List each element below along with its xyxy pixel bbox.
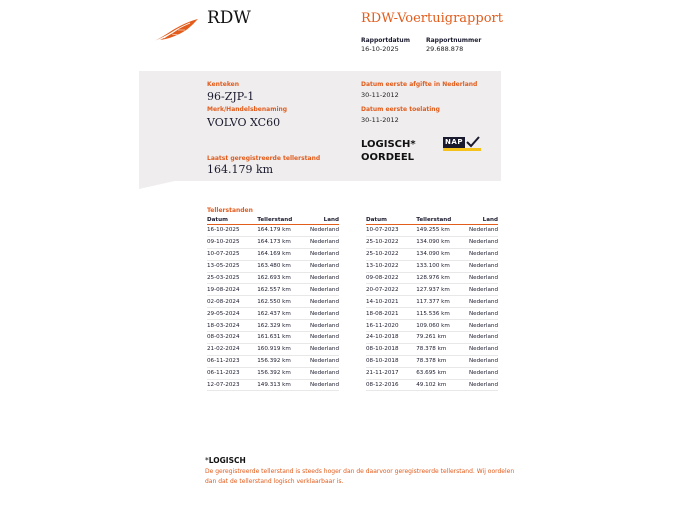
row-reading: 164.173 km bbox=[257, 236, 304, 248]
table-header bbox=[366, 215, 498, 225]
row-country: Nederland bbox=[463, 272, 498, 284]
row-country: Nederland bbox=[463, 260, 498, 272]
panel-notch bbox=[139, 180, 179, 189]
row-date: 08-12-2016 bbox=[366, 379, 416, 391]
table-row bbox=[366, 332, 498, 344]
row-country: Nederland bbox=[304, 260, 339, 272]
table-row bbox=[366, 367, 498, 379]
row-country: Nederland bbox=[463, 343, 498, 355]
table-row bbox=[207, 284, 339, 296]
col-reading: Tellerstand bbox=[257, 215, 304, 225]
row-reading: 133.100 km bbox=[416, 260, 463, 272]
row-reading: 79.261 km bbox=[416, 332, 463, 344]
row-reading: 149.313 km bbox=[257, 379, 304, 391]
row-country: Nederland bbox=[463, 308, 498, 320]
check-icon bbox=[465, 136, 480, 148]
license-plate: 96-ZJP-1 bbox=[207, 90, 255, 103]
row-date: 08-10-2018 bbox=[366, 355, 416, 367]
row-country: Nederland bbox=[304, 355, 339, 367]
row-reading: 109.060 km bbox=[416, 320, 463, 332]
row-country: Nederland bbox=[304, 272, 339, 284]
table-header bbox=[207, 215, 339, 225]
plate-label: Kenteken bbox=[207, 81, 239, 88]
row-country: Nederland bbox=[463, 284, 498, 296]
row-country: Nederland bbox=[304, 225, 339, 237]
odometer-label: Laatst geregistreerde tellerstand bbox=[207, 155, 321, 162]
make-label: Merk/Handelsbenaming bbox=[207, 106, 288, 113]
table-row bbox=[207, 367, 339, 379]
row-country: Nederland bbox=[304, 284, 339, 296]
table-row bbox=[366, 284, 498, 296]
row-date: 12-07-2023 bbox=[207, 379, 257, 391]
row-country: Nederland bbox=[463, 236, 498, 248]
verdict-line-1: LOGISCH* bbox=[361, 139, 416, 150]
row-country: Nederland bbox=[304, 320, 339, 332]
table-row bbox=[207, 308, 339, 320]
verdict-line-2: OORDEEL bbox=[361, 152, 415, 163]
row-country: Nederland bbox=[304, 236, 339, 248]
table-row bbox=[366, 355, 498, 367]
col-country: Land bbox=[463, 215, 498, 225]
last-odometer: 164.179 km bbox=[207, 163, 274, 176]
nap-label: NAP bbox=[443, 137, 465, 148]
footnote-heading: LOGISCH bbox=[208, 456, 246, 465]
row-date: 10-07-2023 bbox=[366, 225, 416, 237]
table-row bbox=[207, 379, 339, 391]
row-date: 25-10-2022 bbox=[366, 236, 416, 248]
nap-yellow-bar bbox=[443, 148, 481, 151]
table-row bbox=[366, 320, 498, 332]
table-row bbox=[207, 260, 339, 272]
row-date: 25-03-2025 bbox=[207, 272, 257, 284]
row-country: Nederland bbox=[463, 248, 498, 260]
table-row bbox=[207, 225, 339, 237]
report-date: 16-10-2025 bbox=[361, 45, 399, 53]
row-reading: 164.169 km bbox=[257, 248, 304, 260]
row-date: 13-10-2022 bbox=[366, 260, 416, 272]
row-country: Nederland bbox=[463, 320, 498, 332]
table-row bbox=[366, 260, 498, 272]
row-country: Nederland bbox=[304, 379, 339, 391]
rdw-feather-logo-icon bbox=[150, 18, 200, 44]
first-nl-label: Datum eerste afgifte in Nederland bbox=[361, 81, 478, 88]
table-row bbox=[207, 236, 339, 248]
vehicle-make: VOLVO XC60 bbox=[207, 116, 281, 129]
table-row bbox=[366, 248, 498, 260]
row-date: 09-08-2022 bbox=[366, 272, 416, 284]
nap-checkmark-icon bbox=[443, 137, 481, 152]
report-title: RDW-Voertuigrapport bbox=[361, 11, 503, 26]
row-reading: 127.937 km bbox=[416, 284, 463, 296]
row-reading: 156.392 km bbox=[257, 367, 304, 379]
row-date: 13-05-2025 bbox=[207, 260, 257, 272]
row-reading: 115.536 km bbox=[416, 308, 463, 320]
row-reading: 162.437 km bbox=[257, 308, 304, 320]
row-date: 06-11-2023 bbox=[207, 355, 257, 367]
row-date: 21-11-2017 bbox=[366, 367, 416, 379]
row-date: 10-07-2025 bbox=[207, 248, 257, 260]
row-reading: 160.919 km bbox=[257, 343, 304, 355]
table-row bbox=[207, 332, 339, 344]
row-date: 02-08-2024 bbox=[207, 296, 257, 308]
row-date: 29-05-2024 bbox=[207, 308, 257, 320]
row-date: 08-10-2018 bbox=[366, 343, 416, 355]
first-nl-date: 30-11-2012 bbox=[361, 91, 399, 99]
row-country: Nederland bbox=[304, 296, 339, 308]
row-date: 20-07-2022 bbox=[366, 284, 416, 296]
row-date: 25-10-2022 bbox=[366, 248, 416, 260]
table-row bbox=[207, 272, 339, 284]
row-date: 06-11-2023 bbox=[207, 367, 257, 379]
table-row bbox=[366, 308, 498, 320]
table-row bbox=[366, 296, 498, 308]
report-number: 29.688.878 bbox=[426, 45, 464, 53]
row-date: 14-10-2021 bbox=[366, 296, 416, 308]
row-country: Nederland bbox=[463, 355, 498, 367]
row-reading: 78.378 km bbox=[416, 355, 463, 367]
row-reading: 134.090 km bbox=[416, 236, 463, 248]
row-country: Nederland bbox=[463, 296, 498, 308]
table-row bbox=[366, 236, 498, 248]
row-date: 24-10-2018 bbox=[366, 332, 416, 344]
row-reading: 63.695 km bbox=[416, 367, 463, 379]
row-reading: 78.378 km bbox=[416, 343, 463, 355]
col-reading: Tellerstand bbox=[416, 215, 463, 225]
col-date: Datum bbox=[366, 215, 416, 225]
row-country: Nederland bbox=[463, 225, 498, 237]
col-country: Land bbox=[304, 215, 339, 225]
table-row bbox=[207, 343, 339, 355]
table-row bbox=[207, 296, 339, 308]
table-row bbox=[366, 272, 498, 284]
table-row bbox=[207, 320, 339, 332]
row-date: 18-03-2024 bbox=[207, 320, 257, 332]
row-country: Nederland bbox=[463, 379, 498, 391]
row-country: Nederland bbox=[304, 308, 339, 320]
row-date: 18-08-2021 bbox=[366, 308, 416, 320]
row-country: Nederland bbox=[304, 332, 339, 344]
footnote-title bbox=[205, 456, 246, 465]
row-date: 21-02-2024 bbox=[207, 343, 257, 355]
row-date: 16-11-2020 bbox=[366, 320, 416, 332]
row-reading: 161.631 km bbox=[257, 332, 304, 344]
brand-name: RDW bbox=[207, 8, 251, 28]
table-row bbox=[207, 355, 339, 367]
readings-table-left bbox=[207, 215, 339, 391]
row-date: 09-10-2025 bbox=[207, 236, 257, 248]
row-country: Nederland bbox=[304, 248, 339, 260]
row-country: Nederland bbox=[304, 343, 339, 355]
row-reading: 162.550 km bbox=[257, 296, 304, 308]
row-reading: 162.329 km bbox=[257, 320, 304, 332]
row-reading: 117.377 km bbox=[416, 296, 463, 308]
readings-table-right bbox=[366, 215, 498, 391]
row-reading: 164.179 km bbox=[257, 225, 304, 237]
row-date: 16-10-2025 bbox=[207, 225, 257, 237]
table-row bbox=[207, 248, 339, 260]
row-country: Nederland bbox=[463, 332, 498, 344]
first-admission-date: 30-11-2012 bbox=[361, 116, 399, 124]
row-reading: 163.480 km bbox=[257, 260, 304, 272]
row-date: 08-03-2024 bbox=[207, 332, 257, 344]
row-reading: 162.693 km bbox=[257, 272, 304, 284]
row-country: Nederland bbox=[463, 367, 498, 379]
row-date: 19-08-2024 bbox=[207, 284, 257, 296]
row-reading: 149.255 km bbox=[416, 225, 463, 237]
row-reading: 49.102 km bbox=[416, 379, 463, 391]
row-reading: 128.976 km bbox=[416, 272, 463, 284]
verdict bbox=[361, 138, 416, 164]
row-reading: 162.557 km bbox=[257, 284, 304, 296]
report-date-label: Rapportdatum bbox=[361, 37, 410, 44]
first-admission-label: Datum eerste toelating bbox=[361, 106, 440, 113]
table-row bbox=[366, 225, 498, 237]
readings-title: Tellerstanden bbox=[207, 207, 253, 214]
col-date: Datum bbox=[207, 215, 257, 225]
footnote-asterisk: * bbox=[205, 456, 209, 465]
row-reading: 134.090 km bbox=[416, 248, 463, 260]
footnote-text: De geregistreerde tellerstand is steeds hoger dan de daarvoor geregistreerde tellerstand. Wij oordelen dan dat de tellerstand logisch verklaarbaar is. bbox=[205, 468, 515, 485]
report-number-label: Rapportnummer bbox=[426, 37, 482, 44]
row-reading: 156.392 km bbox=[257, 355, 304, 367]
table-row bbox=[366, 343, 498, 355]
row-country: Nederland bbox=[304, 367, 339, 379]
table-row bbox=[366, 379, 498, 391]
